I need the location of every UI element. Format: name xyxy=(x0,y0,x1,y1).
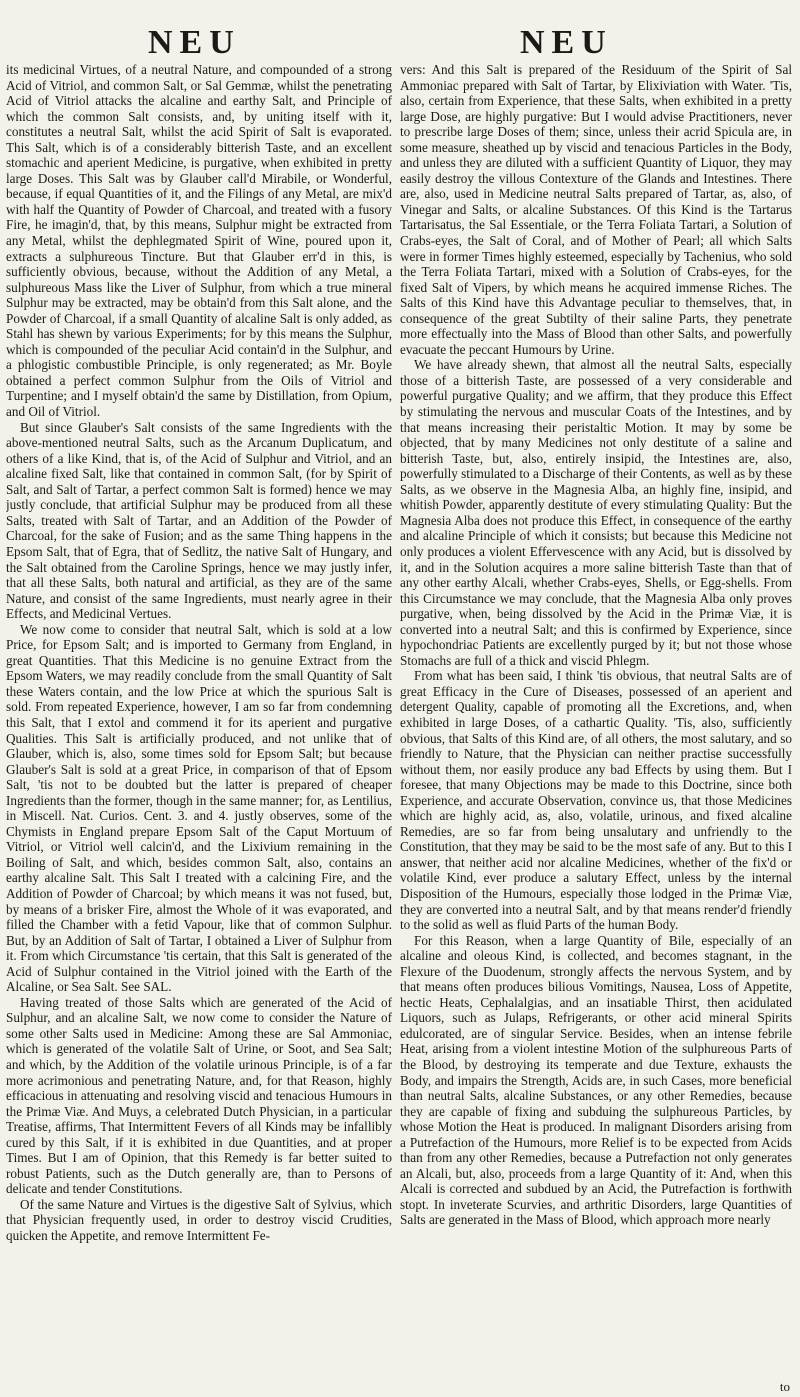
paragraph: We now come to consider that neutral Salt, which is sold at a low Price, for Epsom Salt; and is imported to Germany from England, in great Quantities. That this Medicine is no genuine Extract from the Epsom Waters, we may readily conclude from the small Quantity of Salt these Waters contain, and the low Price at which the spurious Salt is sold. From repeated Experience, however, I am so far from condemning this Salt, that I extol and commend it for its aperient and purgative Qualities. This Salt is artificially produced, and not unlike that of Glauber, which is, also, some times sold for Epsom Salt; but because Glauber's Salt is sold at a great Price, in comparison of that of Epsom Salt, 'tis not to be doubted but the latter is prepared of cheaper Ingredients than the former, though in the same manner; for, as Lentilius, in Miscell. Nat. Curios. Cent. 3. and 4. justly observes, some of the Chymists in England prepare Epsom Salt of the Caput Mortuum of Vitriol, or Vitriol well calcin'd, and the Lixivium remaining in the Boiling of Salt, and which, besides common Salt, also, contains an earthy alcaline Salt. This Salt I treated with a calcining Fire, and the Addition of Powder of Charcoal; by which means it was not fused, but, by means of a brisker Fire, almost the Whole of it was evaporated, and filled the Chamber with a fetid Vapour, like that of common Sulphur. But, by an Addition of Salt of Tartar, I obtained a Liver of Sulphur from it. From which Circumstance 'tis certain, that this Salt is generated of the Acid of Sulphur contained in the Vitriol joined with the Earth of the Alcaline, or Sea Salt. See SAL. xyxy=(6,621,392,995)
right-column xyxy=(400,62,792,1387)
paragraph: vers: And this Salt is prepared of the Residuum of the Spirit of Sal Ammoniac prepared with Salt of Tartar, by Elixiviation with Water. 'Tis, also, certain from Experience, that these Salts, when exhibited in a pretty large Dose, are highly purgative: But I would advise Practitioners, never to prescribe large Doses of them; since, unless their acrid Spicula are, in some measure, sheathed up by viscid and tenacious Particles in the Body, and unless they are diluted with a sufficient Quantity of Liquor, they may easily destroy the villous Contexture of the Glands and Intestines. There are, also, used in Medicine neutral Salts prepared of Tartar, as, also, of Vinegar and Salts, or alcaline Substances. Of this Kind is the Tartarus Tartarisatus, the Sal Essentiale, or the Terra Foliata Tartari, a Solution of Crabs-eyes, the Salt of Coral, and of Mother of Pearl; all which Salts were in former Times highly esteemed, especially by Tachenius, who sold the Terra Foliata Tartari, mixed with a Solution of Crabs-eyes, for the fixed Salt of Vipers, by which means he acquired immense Riches. The Salts of this Kind have this Advantage peculiar to themselves, that, in consequence of the great Subtilty of their saline Parts, they penetrate more effectually into the Mass of Blood than other Salts, and powerfully evacuate the peccant Humours by Urine. xyxy=(400,62,792,357)
paragraph: its medicinal Virtues, of a neutral Nature, and compounded of a strong Acid of Vitriol, and common Salt, or Sal Gemmæ, whilst the penetrating Acid of Vitriol attacks the alcaline and earthy Salt, and Principle of which the common Salt consists, and, by uniting itself with it, constitutes a neutral Salt, whilst the acid Spirit of Salt is evaporated. This Salt, which is of a considerably bitterish Taste, and an excellent stomachic and aperient Medicine, is purgative, when exhibited in pretty large Doses. This Salt was by Glauber call'd Mirabile, or Wonderful, because, if equal Quantities of it, and the Filings of any Metal, are mix'd with half the Quantity of Powder of Charcoal, and treated with a fusory Fire, he imagin'd, that, by this means, Sulphur might be extracted from any Metal, whilst the dephlegmated Spirit of Wine, poured upon it, extracts a sulphureous Tincture. But that Glauber err'd in this, is sufficiently obvious, because, without the Addition of any Metal, a sulphureous Mass like the Liver of Sulphur, from which a true mineral Sulphur may be extracted, may be obtain'd from this Salt alone, and the Powder of Charcoal, if a small Quantity of alcaline Salt is only added, as Stahl has shewn by various Experiments; for by this means the Sulphur, which is compounded of the peculiar Acid contain'd in the Sulphur, and a phlogistic combustible Principle, is only regenerated; as Mr. Boyle obtained a perfect common Sulphur from the Oils of Vitriol and Turpentine; and I myself obtain'd the same by Distillation, from Opium, and Oil of Vitriol. xyxy=(6,62,392,420)
left-column xyxy=(6,62,392,1387)
catchword: to xyxy=(779,1379,790,1394)
paragraph: Having treated of those Salts which are generated of the Acid of Sulphur, and an alcaline Salt, we now come to consider the Nature of some other Salts used in Medicine: Among these are Sal Ammoniac, which is generated of the volatile Salt of Urine, or Soot, and Sea Salt; and which, by the Addition of the volatile urinous Principle, is of a far more acrimonious and penetrating Nature, and, for that Reason, highly efficacious in attenuating and resolving viscid and tenacious Humours in the Primæ Viæ. And Muys, a celebrated Dutch Physician, in a particular Treatise, affirms, That Intermittent Fevers of all Kinds may be infallibly cured by this Salt, if it is exhibited in due Quantities, and at proper Times. But I am of Opinion, that this Remedy is far better suited to robust Patients, such as the Dutch generally are, than to Persons of delicate and tender Constitutions. xyxy=(6,994,392,1197)
paragraph: Of the same Nature and Virtues is the digestive Salt of Sylvius, which that Physician frequently used, in order to destroy viscid Crudities, quicken the Appetite, and remove Intermittent Fe- xyxy=(6,1196,392,1244)
paragraph: For this Reason, when a large Quantity of Bile, especially of an alcaline and oleous Kind, is collected, and becomes stagnant, in the Flexure of the Duodenum, strongly affects the nervous System, and by that means often produces bilious Vomitings, Nausea, Loss of Appetite, hectic Heats, Cephalalgias, and an insatiable Thirst, then acidulated Liquors, such as Julaps, Refrigerants, or other acid mineral Spirits edulcorated, are of singular Service. Besides, when an intense febrile Heat, arising from a violent intestine Motion of the sulphureous Parts of the Blood, by destroying its temperate and due Texture, exhausts the Body, and impairs the Strength, Acids are, in such Cases, more beneficial than neutral Salts, alcaline Substances, or any other Remedies, because they are capable of fixing and subduing the sulphureous Particles, by whose Motion the Heat is produced. In malignant Disorders arising from a Putrefaction of the Humours, more Relief is to be expected from Acids than from any other Remedies, because a Putrefaction not only generates an Alcali, but, also, proceeds from a large Quantity of it: And, when this Alcali is corrected and subdued by an Acid, the Putrefaction is forthwith stopt. In inveterate Scurvies, and arthritic Disorders, large Quantities of Salts are generated in the Mass of Blood, which approach more nearly xyxy=(400,932,792,1228)
running-headword-right: NEU xyxy=(520,24,613,61)
running-headword-left: NEU xyxy=(148,24,241,61)
paragraph: But since Glauber's Salt consists of the same Ingredients with the above-mentioned neutral Salts, such as the Arcanum Duplicatum, and others of a like Kind, that is, of the Acid of Sulphur and Vitriol, and an alcaline fixed Salt, like that contained in common Salt, (for by Spirit of Salt, and Salt of Tartar, a perfect common Salt is formed) hence we may justly conclude, that artificial Sulphur may be produced from all these Salts, treated with Salt of Tartar, and an Addition of the Powder of Charcoal, for the sake of Fusion; and as the same Thing happens in the Epsom Salt, that of Egra, that of Sedlitz, the native Salt of Hungary, and the Salt obtained from the Caroline Springs, hence we may justly infer, that all these Salts, both natural and artificial, as they are of the same Nature, and consist of the same Ingredients, must nearly agree in their Effects, and Medicinal Vertues. xyxy=(6,419,392,622)
paragraph: We have already shewn, that almost all the neutral Salts, especially those of a bitterish Taste, are possessed of a very considerable and powerful purgative Quality; and we affirm, that they produce this Effect by stimulating the nervous and muscular Coats of the Intestines, and by that means increasing their peristaltic Motion. It may by some be objected, that by many Medicines not only destitute of a saline and bitterish Taste, but, also, entirely insipid, the Intestines are, also, powerfully stimulated to a Discharge of their Contents, as well as by these Salts, as we observe in the Magnesia Alba, an highly fine, insipid, and whitish Powder, apparently destitute of every stimulating Quality: But the Magnesia Alba does not produce this Effect, in consequence of the earthy and alcaline Principle of which it consists; but because this Medicine not only produces a violent Effervescence with any Acid, but is dissolved by it, and in the Solution acquires a more saline bitterish Taste than that of any other earthy Alcali, whether Crabs-eyes, Shells, or Egg-shells. From this Circumstance we may conclude, that the Magnesia Alba only proves purgative, when, being dissolved by the Acid in the Primæ Viæ, it is converted into a neutral Salt; and this is confirmed by Experience, since hypochondriac Patients are excellently purged by it; but not those whose Stomachs are full of a thick and viscid Phlegm. xyxy=(400,357,792,668)
paragraph: From what has been said, I think 'tis obvious, that neutral Salts are of great Efficacy in the Cure of Diseases, possessed of an aperient and detergent Quality, capable of promoting all the Excretions, and, when exhibited in large Doses, of a cathartic Quality. 'Tis, also, sufficiently obvious, that Salts of this Kind are, of all others, the most salutary, and so friendly to Nature, that the Physician can neither practise successfully without them, nor easily produce any bad Effects by using them. But I foresee, that many Objections may be made to this Doctrine, since both Experience, and accurate Observation, convince us, that those Medicines which are highly acid, as, also, volatile, urinous, and fixed alcaline Remedies, are so far from being unsalutary and unfriendly to the Constitution, that they may be said to be the most safe of any. But to this I answer, that neither acid nor alcaline Medicines, whether of the fix'd or volatile Kind, ever produce a salutary Effect, unless by the internal Disposition of the Humours, especially those lodged in the Primæ Viæ, they are converted into a neutral Salt, and by that means render'd friendly to the solid as well as fluid Parts of the human Body. xyxy=(400,668,792,933)
